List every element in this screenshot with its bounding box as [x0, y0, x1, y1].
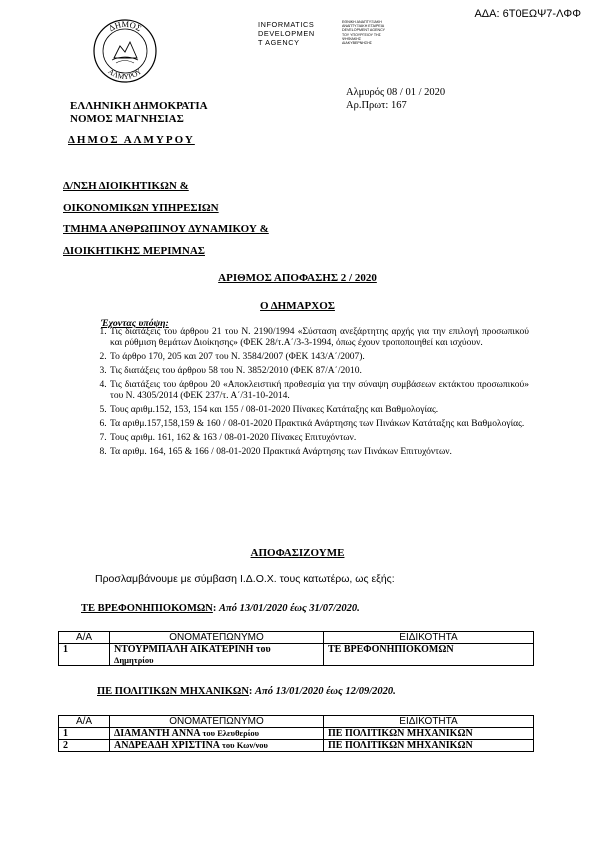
- logo-greek-line: ΕΘΝΙΚΗ ΑΝΑΠΤΥΞΙΑΚΗ: [342, 20, 382, 24]
- section-period: Από 13/01/2020 έως 12/09/2020.: [255, 686, 396, 697]
- father-name: του Κων/νου: [221, 740, 268, 750]
- header-aa: Α/Α: [59, 716, 110, 728]
- logo-greek-line: ΔΙΑΚΥΒΕΡΝΗΣΗΣ: [342, 41, 373, 46]
- header-specialty: ΕΙΔΙΚΟΤΗΤΑ: [324, 632, 534, 644]
- cell-specialty: ΠΕ ΠΟΛΙΤΙΚΩΝ ΜΗΧΑΝΙΚΩΝ: [324, 728, 534, 740]
- father-name: Δημητρίου: [114, 655, 154, 665]
- list-item: 3. Τις διατάξεις του άρθρου 58 του Ν. 3852/2010 (ΦΕΚ 87/Α΄/2010.: [109, 366, 529, 377]
- list-item: 5. Τους αριθμ.152, 153, 154 και 155 / 08-01-2020 Πίνακες Κατάταξης και Βαθμολογίας.: [109, 405, 529, 416]
- mayor-heading: Ο ΔΗΜΑΡΧΟΣ: [260, 300, 335, 312]
- section-specialty: ΤΕ ΒΡΕΦΟΝΗΠΙΟΚΟΜΩΝ: [81, 603, 213, 614]
- informatics-agency-logo: [258, 18, 403, 58]
- list-item: 8. Τα αριθμ. 164, 165 & 166 / 08-01-2020 Πρακτικά Ανάρτησης των Πινάκων Επιτυχόντων.: [109, 447, 529, 458]
- logo-greek-line: ΤΟΥ ΥΠΟΥΡΓΕΙΟΥ ΤΗΣ: [342, 32, 381, 37]
- cell-name: [110, 644, 324, 666]
- department-line: ΟΙΚΟΝΟΜΙΚΩΝ ΥΠΗΡΕΣΙΩΝ: [63, 201, 219, 214]
- we-decide-heading: ΑΠΟΦΑΣΙΖΟΥΜΕ: [250, 547, 345, 559]
- logo-line: DEVELOPMEN: [258, 29, 315, 38]
- section-heading-civil-engineers: ΠΕ ΠΟΛΙΤΙΚΩΝ ΜΗΧΑΝΙΚΩΝ: Από 13/01/2020 έως 12/09/2020.: [97, 686, 396, 697]
- cell-aa: 1: [59, 728, 110, 740]
- svg-text:ΔΗΜΟΣ: ΔΗΜΟΣ: [106, 18, 144, 34]
- list-item: 2. Το άρθρο 170, 205 και 207 του Ν. 3584/2007 (ΦΕΚ 143/Α΄/2007).: [109, 352, 529, 363]
- list-item: 4. Τις διατάξεις του άρθρου 20 «Αποκλειστική προθεσμία για την σύναψη συμβάσεων εκτάκτου προσωπικού» του Ν. 4305/2014 (ΦΕΚ 237/τ. Α΄/31-10-2014.: [109, 380, 529, 402]
- prefecture-label: ΝΟΜΟΣ ΜΑΓΝΗΣΙΑΣ: [70, 113, 184, 125]
- department-block: [63, 176, 269, 262]
- department-line: ΔΙΟΙΚΗΤΙΚΗΣ ΜΕΡΙΜΝΑΣ: [63, 244, 205, 257]
- republic-label: ΕΛΛΗΝΙΚΗ ΔΗΜΟΚΡΑΤΙΑ: [70, 100, 208, 112]
- municipality-seal-icon: [92, 18, 158, 84]
- table-row: [59, 740, 534, 752]
- table-nursery: [58, 631, 534, 666]
- table-row: [59, 728, 534, 740]
- table-civil-engineers: [58, 715, 534, 752]
- table-row: [59, 644, 534, 666]
- cell-aa: 2: [59, 740, 110, 752]
- department-line: ΤΜΗΜΑ ΑΝΘΡΩΠΙΝΟΥ ΔΥΝΑΜΙΚΟΥ &: [63, 223, 269, 235]
- considering-label: Έχοντας υπόψη:: [101, 318, 169, 329]
- considerations-list: [88, 327, 529, 461]
- cell-name: [110, 740, 324, 752]
- hire-statement: Προσλαμβάνουμε με σύμβαση Ι.Δ.Ο.Χ. τους κατωτέρω, ως εξής:: [95, 573, 395, 585]
- protocol-number: Αρ.Πρωτ: 167: [346, 100, 407, 111]
- svg-text:ΑΛΜΥΡΟΥ: ΑΛΜΥΡΟΥ: [106, 66, 144, 82]
- municipality-name: ΔΗΜΟΣ ΑΛΜΥΡΟΥ: [68, 134, 195, 146]
- header-specialty: ΕΙΔΙΚΟΤΗΤΑ: [324, 716, 534, 728]
- list-item: 1. Τις διατάξεις του άρθρου 21 του Ν. 2190/1994 «Σύσταση ανεξάρτητης αρχής για την επιλογή προσωπικού και ρύθμιση θεμάτων Διοίκησης» (ΦΕΚ 28/τ.Α΄/3-3-1994, όπως έχουν τροποποιηθεί και ισχύουν.: [109, 327, 529, 349]
- header-aa: Α/Α: [59, 632, 110, 644]
- logo-line: INFORMATICS: [258, 20, 315, 29]
- table-header-row: [59, 632, 534, 644]
- logo-greek-line: ΨΗΦΙΑΚΗΣ: [342, 36, 362, 41]
- list-item: 6. Τα αριθμ.157,158,159 & 160 / 08-01-2020 Πρακτικά Ανάρτησης των Πινάκων Κατάταξης και Βαθμολογίας.: [109, 419, 529, 430]
- father-name: του Ελευθερίου: [202, 728, 260, 738]
- person-name: ΝΤΟΥΡΜΠΑΛΗ ΑΙΚΑΤΕΡΙΝΗ του: [114, 644, 271, 655]
- person-name: ΔΙΑΜΑΝΤΗ ΑΝΝΑ: [114, 728, 200, 739]
- list-item: 7. Τους αριθμ. 161, 162 & 163 / 08-01-2020 Πίνακες Επιτυχόντων.: [109, 433, 529, 444]
- cell-specialty: ΤΕ ΒΡΕΦΟΝΗΠΙΟΚΟΜΩΝ: [324, 644, 534, 666]
- person-name: ΑΝΔΡΕΑΔΗ ΧΡΙΣΤΙΝΑ: [114, 740, 220, 751]
- header-name: ΟΝΟΜΑΤΕΠΩΝΥΜΟ: [110, 632, 324, 644]
- cell-name: [110, 728, 324, 740]
- decision-number: ΑΡΙΘΜΟΣ ΑΠΟΦΑΣΗΣ 2 / 2020: [218, 272, 377, 284]
- issuer-header: [70, 100, 208, 126]
- logo-greek-line: ΑΝΑΠΤΥΞΙΑΚΗ ΕΤΑΙΡΕΙΑ: [342, 24, 385, 29]
- section-heading-nursery: ΤΕ ΒΡΕΦΟΝΗΠΙΟΚΟΜΩΝ: Από 13/01/2020 έως 31/07/2020.: [81, 603, 360, 614]
- section-specialty: ΠΕ ΠΟΛΙΤΙΚΩΝ ΜΗΧΑΝΙΚΩΝ: [97, 686, 249, 697]
- table-header-row: [59, 716, 534, 728]
- ada-code: ΑΔΑ: 6Τ0ΕΩΨ7-ΛΦΦ: [474, 8, 581, 20]
- cell-specialty: ΠΕ ΠΟΛΙΤΙΚΩΝ ΜΗΧΑΝΙΚΩΝ: [324, 740, 534, 752]
- place-date: Αλμυρός 08 / 01 / 2020: [346, 87, 446, 98]
- cell-aa: 1: [59, 644, 110, 666]
- section-period: Από 13/01/2020 έως 31/07/2020.: [219, 603, 360, 614]
- department-line: Δ/ΝΣΗ ΔΙΟΙΚΗΤΙΚΩΝ &: [63, 180, 189, 192]
- logo-line: T AGENCY: [258, 38, 300, 47]
- logo-greek-line: DEVELOPMENT AGENCY: [342, 28, 386, 33]
- header-name: ΟΝΟΜΑΤΕΠΩΝΥΜΟ: [110, 716, 324, 728]
- place-and-protocol: [346, 86, 445, 112]
